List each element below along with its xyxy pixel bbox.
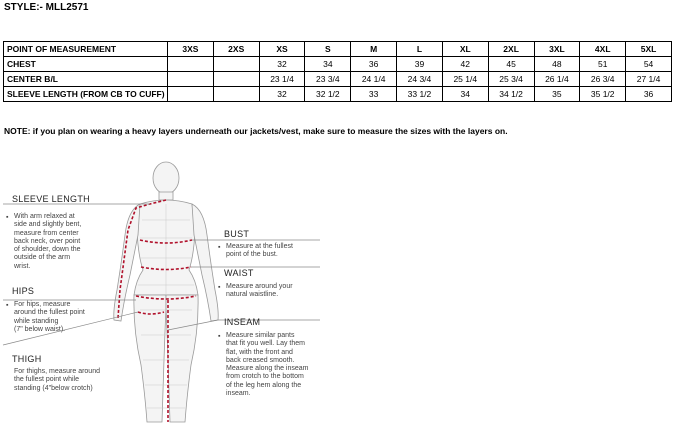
bust-title: BUST: [224, 229, 250, 239]
row-label: CENTER B/L: [4, 72, 168, 87]
row-label: SLEEVE LENGTH (FROM CB TO CUFF): [4, 87, 168, 102]
hips-title: HIPS: [12, 286, 35, 296]
table-cell: 27 1/4: [626, 72, 672, 87]
body-figure-illustration: [0, 160, 679, 433]
table-cell: 54: [626, 57, 672, 72]
waist-title: WAIST: [224, 268, 254, 278]
table-cell: 33 1/2: [397, 87, 443, 102]
table-cell: 32 1/2: [305, 87, 351, 102]
bullet-icon: ▪: [218, 333, 221, 340]
header-cell: 3XL: [534, 42, 580, 57]
bullet-icon: ▪: [218, 244, 221, 251]
header-cell: 2XL: [488, 42, 534, 57]
table-cell: [168, 57, 214, 72]
table-cell: 34: [305, 57, 351, 72]
header-cell: 5XL: [626, 42, 672, 57]
table-cell: 48: [534, 57, 580, 72]
table-cell: 45: [488, 57, 534, 72]
table-cell: [168, 87, 214, 102]
table-cell: 42: [442, 57, 488, 72]
header-cell: M: [351, 42, 397, 57]
table-cell: [168, 72, 214, 87]
header-cell: 3XS: [168, 42, 214, 57]
table-cell: 51: [580, 57, 626, 72]
table-cell: 32: [259, 57, 305, 72]
header-cell: POINT OF MEASUREMENT: [4, 42, 168, 57]
table-cell: 26 1/4: [534, 72, 580, 87]
thigh-title: THIGH: [12, 354, 42, 364]
row-label: CHEST: [4, 57, 168, 72]
sleeve-length-instructions: With arm relaxed at side and slightly bent, measure from center back neck, over point of shoulder, down the outside of the arm wrist.: [14, 213, 82, 270]
table-cell: 33: [351, 87, 397, 102]
table-cell: 24 1/4: [351, 72, 397, 87]
figure-head: [153, 162, 179, 194]
table-cell: 35 1/2: [580, 87, 626, 102]
sleeve-length-title: SLEEVE LENGTH: [12, 194, 90, 204]
header-cell: 4XL: [580, 42, 626, 57]
bullet-icon: ▪: [6, 214, 9, 221]
header-cell: S: [305, 42, 351, 57]
table-cell: 35: [534, 87, 580, 102]
table-cell: 24 3/4: [397, 72, 443, 87]
table-cell: 23 1/4: [259, 72, 305, 87]
table-cell: 23 3/4: [305, 72, 351, 87]
table-cell: 34: [442, 87, 488, 102]
figure-right-leg: [166, 295, 198, 422]
bullet-icon: ▪: [6, 302, 9, 309]
bullet-icon: ▪: [218, 284, 221, 291]
table-cell: [213, 57, 259, 72]
table-cell: 39: [397, 57, 443, 72]
table-cell: 25 3/4: [488, 72, 534, 87]
measurement-diagram: [0, 160, 679, 433]
style-number: STYLE:- MLL2571: [4, 2, 89, 13]
table-row-sleeve-length: [4, 87, 672, 102]
bust-instructions: Measure at the fullest point of the bust.: [226, 243, 293, 259]
inseam-title: INSEAM: [224, 317, 261, 327]
table-cell: 26 3/4: [580, 72, 626, 87]
layering-note: NOTE: if you plan on wearing a heavy layers underneath our jackets/vest, make sure to measure the sizes with the layers on.: [4, 126, 508, 136]
table-cell: 36: [626, 87, 672, 102]
hips-instructions: For hips, measure around the fullest point while standing (7" below waist).: [14, 301, 85, 333]
waist-instructions: Measure around your natural waistline.: [226, 283, 293, 299]
table-cell: 32: [259, 87, 305, 102]
header-cell: XL: [442, 42, 488, 57]
size-chart-table: [3, 41, 672, 102]
table-cell: 36: [351, 57, 397, 72]
table-cell: [213, 87, 259, 102]
table-cell: [213, 72, 259, 87]
table-cell: 34 1/2: [488, 87, 534, 102]
header-cell: XS: [259, 42, 305, 57]
table-cell: 25 1/4: [442, 72, 488, 87]
table-row-chest: [4, 57, 672, 72]
table-row-center-bl: [4, 72, 672, 87]
inseam-instructions: Measure similar pants that fit you well. Lay them flat, with the front and back creased smooth. Measure along the inseam from crotch to the bottom of the leg hem along the inseam.: [226, 332, 309, 398]
thigh-instructions: For thighs, measure around the fullest point while standing (4"below crotch): [14, 368, 100, 392]
header-cell: L: [397, 42, 443, 57]
table-header-row: [4, 42, 672, 57]
header-cell: 2XS: [213, 42, 259, 57]
figure-neck: [159, 192, 173, 200]
